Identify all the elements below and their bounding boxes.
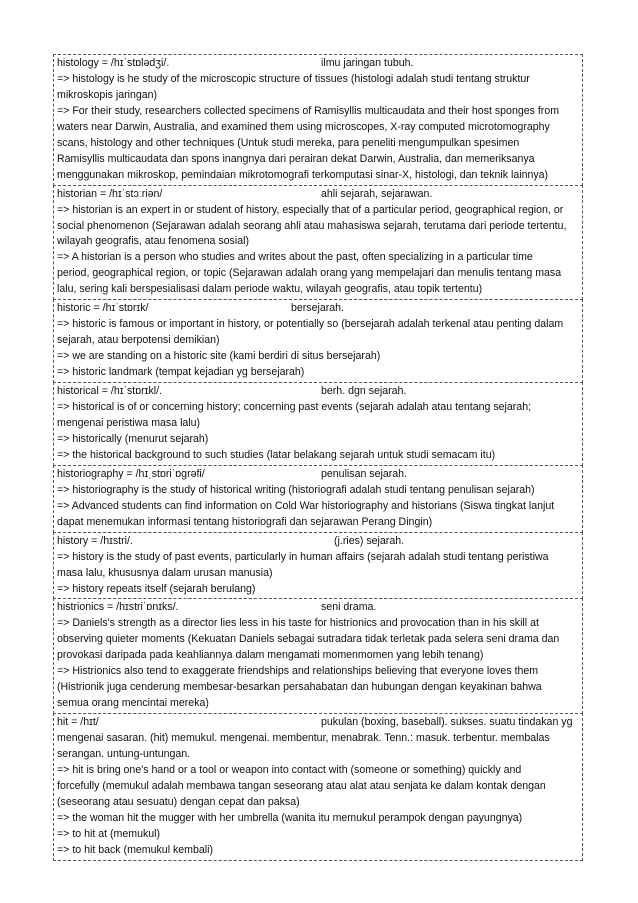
entry-word: histology = /hɪˈstɒlədʒi/. (57, 57, 170, 69)
entry-text-line: sejarah, atau berpotensi demikian) (57, 334, 220, 347)
dictionary-entry (53, 185, 583, 301)
entry-meaning: (j.ries) sejarah. (334, 534, 405, 547)
entry-text-line: forcefully (memukul adalah membawa tangan seseorang atau alat atau senjata ke dalam kontak dengan (57, 779, 546, 792)
dictionary-entry (53, 54, 583, 186)
entry-text-line: => we are standing on a historic site (kami berdiri di situs bersejarah) (57, 350, 381, 363)
dictionary-entry (53, 598, 583, 714)
entry-meaning: seni drama. (321, 601, 377, 614)
entry-headline (57, 534, 579, 550)
entry-word: history = /hɪstri/. (57, 534, 133, 547)
entry-text-line: => For their study, researchers collected specimens of Ramisyllis multicaudata and their host sponges from (57, 104, 560, 117)
entry-word: histrionics = /hɪstriˈɒnɪks/. (57, 601, 179, 614)
entry-text-line: => histology is he study of the microscopic structure of tissues (histologi adalah studi tentang struktur (57, 72, 530, 85)
entry-text-line: => hit is bring one's hand or a tool or weapon into contact with (someone or something) quickly and (57, 763, 522, 776)
dictionary-entry (53, 465, 583, 533)
entry-text-line: => Advanced students can find information on Cold War historiography and historians (Siswa tingkat lanjut (57, 499, 555, 512)
entry-text-line: Ramisyllis multicaudata dan spons inangnya dari perairan dekat Darwin, Australia, dan memeriksanya (57, 152, 535, 165)
entry-text-line: scans, histology and other techniques (Untuk studi mereka, para peneliti mengumpulkan spesimen (57, 136, 520, 149)
entry-headline (57, 600, 579, 616)
entry-word: hit = /hɪt/ (57, 716, 99, 729)
entry-text-line: masa lalu, khususnya dalam urusan manusia) (57, 566, 273, 579)
entry-text-line: => the historical background to such studies (latar belakang sejarah untuk studi semacam itu) (57, 448, 496, 461)
entry-text-line: => history repeats itself (sejarah berulang) (57, 582, 256, 595)
entry-word: historic = /hɪˈstɒrɪk/ (57, 302, 149, 315)
entry-meaning: penulisan sejarah. (321, 467, 407, 480)
entry-text-line: wilayah geografis, atau fenomena sosial) (57, 235, 249, 248)
dictionary-document (53, 55, 583, 861)
entry-headline (57, 384, 579, 400)
entry-text-line: mikroskopis jaringan) (57, 88, 158, 101)
dictionary-entry (53, 713, 583, 861)
entry-word: historian = /hɪˈstɔːriən/ (57, 187, 163, 200)
dictionary-entry (53, 382, 583, 466)
entry-text-line: (seseorang atau sesuatu) dengan cepat dan paksa) (57, 795, 300, 808)
entry-meaning: ilmu jaringan tubuh. (321, 57, 414, 69)
entry-text-line: => historiography is the study of historical writing (historiografi adalah studi tentang penulisan sejarah) (57, 483, 535, 496)
entry-text-line: observing quieter moments (Kekuatan Daniels sebagai sutradara tidak terletak pada selera seni drama dan (57, 633, 560, 646)
entry-headline (57, 187, 579, 203)
entry-text-line: (Histrionik juga cenderung membesar-besarkan persahabatan dan hubungan dengan keyakinan bahwa (57, 681, 542, 694)
dictionary-entry (53, 299, 583, 383)
entry-text-line: => to hit at (memukul) (57, 827, 161, 840)
entry-word: historical = /hɪˈstɒrɪkl/. (57, 385, 162, 398)
entry-meaning: pukulan (boxing, baseball). sukses. suatu tindakan yg (321, 716, 573, 729)
entry-headline (57, 56, 579, 72)
entry-headline (57, 715, 579, 731)
entry-text-line: => historic is famous or important in history, or potentially so (bersejarah adalah terkenal atau penting dalam (57, 318, 564, 331)
entry-text-line: => the woman hit the mugger with her umbrella (wanita itu memukul perampok dengan payungnya) (57, 811, 523, 824)
entry-text-line: mengenai sasaran. (hit) memukul. mengenai. membentur, menabrak. Tenn.: masuk. terbentur. membalas (57, 732, 550, 745)
entry-text-line: waters near Darwin, Australia, and examined them using microscopes, X-ray computed microtomography (57, 120, 550, 133)
entry-text-line: => history is the study of past events, particularly in human affairs (sejarah adalah studi tentang peristiwa (57, 550, 549, 563)
dictionary-entry (53, 532, 583, 600)
entry-text-line: => historically (menurut sejarah) (57, 432, 209, 445)
entry-text-line: => historian is an expert in or student of history, especially that of a particular period, geographical region, or (57, 203, 564, 216)
entry-text-line: social phenomenon (Sejarawan adalah seorang ahli atau mahasiswa sejarah, terutama dari periode tertentu, (57, 219, 567, 232)
entry-text-line: dapat menemukan informasi tentang historiografi dan sejarawan Perang Dingin) (57, 515, 433, 528)
entry-text-line: lalu, sering kali berspesialisasi dalam periode waktu, wilayah geografis, atau topik tertentu) (57, 283, 483, 296)
entry-text-line: => historic landmark (tempat kejadian yg bersejarah) (57, 366, 305, 379)
entry-text-line: mengenai peristiwa masa lalu) (57, 416, 201, 429)
entry-text-line: => A historian is a person who studies and writes about the past, often specializing in a particular time (57, 251, 533, 264)
entry-text-line: => historical is of or concerning history; concerning past events (sejarah adalah atau tentang sejarah; (57, 401, 532, 414)
entry-text-line: => Daniels's strength as a director lies less in his taste for histrionics and provocation than in his skill at (57, 617, 539, 630)
entry-text-line: serangan. untung-untungan. (57, 748, 191, 761)
entry-meaning: ahli sejarah, sejarawan. (321, 187, 433, 200)
entry-meaning: bersejarah. (291, 302, 344, 315)
entry-headline (57, 301, 579, 317)
entry-meaning: berh. dgn sejarah. (321, 385, 407, 398)
entry-text-line: => Histrionics also tend to exaggerate friendships and relationships believing that everyone loves them (57, 665, 539, 678)
entry-headline (57, 467, 579, 483)
entry-text-line: provokasi daripada pada keahliannya dalam mengamati momenmomen yang lebih tenang) (57, 649, 484, 662)
entry-text-line: => to hit back (memukul kembali) (57, 843, 214, 856)
entry-text-line: menggunakan mikroskop, pemindaian mikrotomografi terkomputasi sinar-X, histologi, dan teknik lainnya) (57, 168, 549, 181)
entry-text-line: semua orang mencintai mereka) (57, 697, 209, 710)
entry-text-line: period, geographical region, or topic (Sejarawan adalah orang yang mempelajari dan menulis tentang masa (57, 267, 562, 280)
entry-word: historiography = /hɪˌstɒriˈɒgrəfi/ (57, 467, 205, 480)
